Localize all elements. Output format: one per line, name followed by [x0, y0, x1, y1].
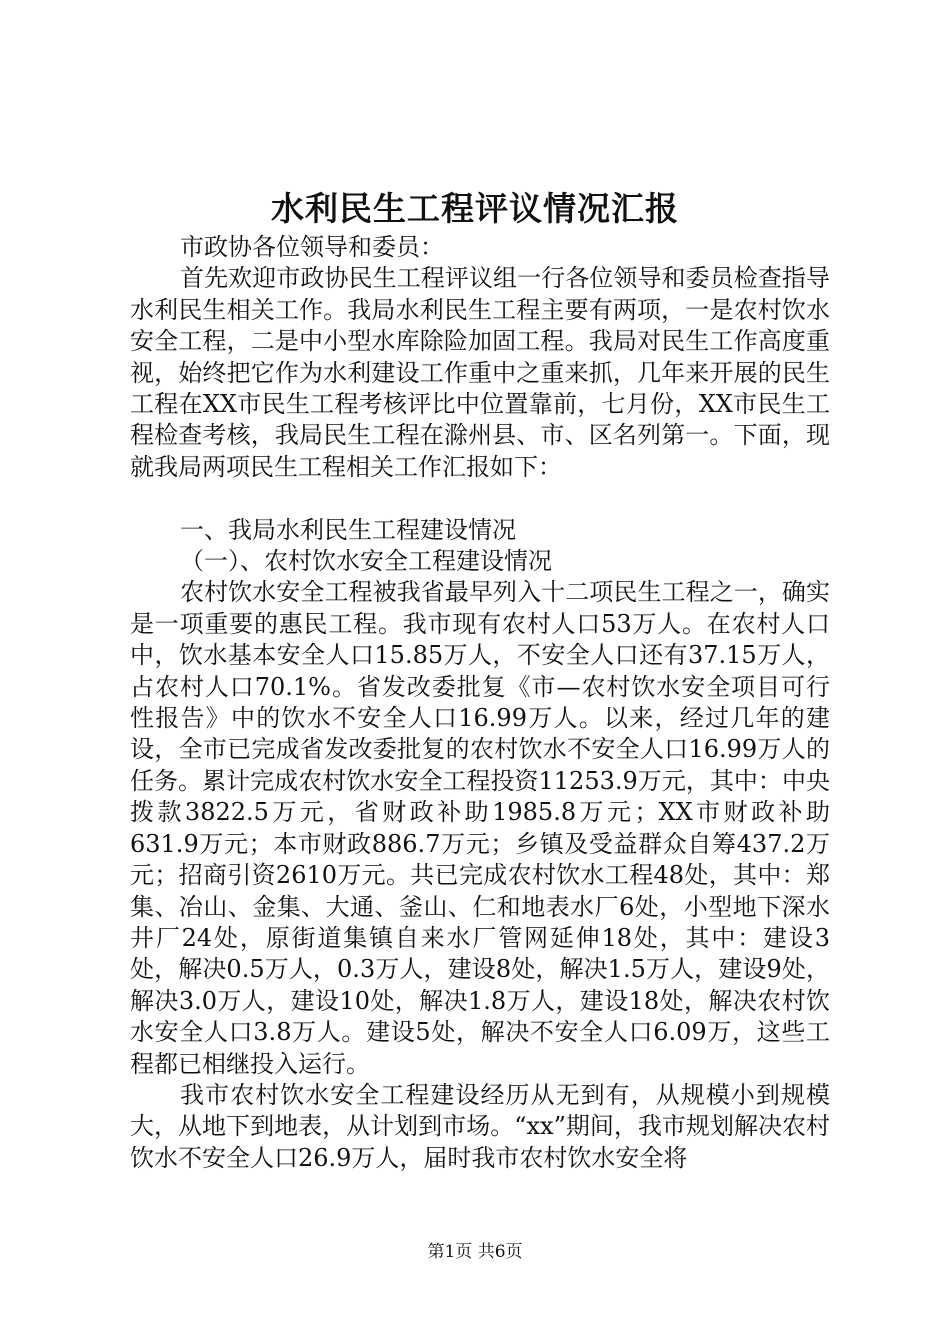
document-title: 水利民生工程评议情况汇报: [271, 189, 679, 228]
subsection-heading: （一）、农村饮水安全工程建设情况: [180, 547, 552, 576]
intro-paragraph: 首先欢迎市政协民生工程评议组一行各位领导和委员检查指导水利民生相关工作。我局水利民生工程主要有两项，一是农村饮水安全工程，二是中小型水库除险加固工程。我局对民生工作高度重视，始终把它作为水利建设工作重中之重来抓，几年来开展的民生工程在XX市民生工程考核评比中位置靠前，七月份，XX市民生工程检查考核，我局民生工程在滁州县、市、区名列第一。下面，现就我局两项民生工程相关工作汇报如下：: [130, 264, 830, 481]
water-safety-paragraph: 农村饮水安全工程被我省最早列入十二项民生工程之一，确实是一项重要的惠民工程。我市现有农村人口53万人。在农村人口中，饮水基本安全人口15.85万人，不安全人口还有37.15万人，占农村人口70.1%。省发改委批复《市—农村饮水安全项目可行性报告》中的饮水不安全人口16.99万人。以来，经过几年的建设，全市已完成省发改委批复的农村饮水不安全人口16.99万人的任务。累计完成农村饮水安全工程投资11253.9万元，其中：中央拨款3822.5万元，省财政补助1985.8万元；XX市财政补助631.9万元；本市财政886.7万元；乡镇及受益群众自筹437.2万元；招商引资2610万元。共已完成农村饮水工程48处，其中：郑集、冶山、金集、大通、釜山、仁和地表水厂6处，小型地下深水井厂24处，原街道集镇自来水厂管网延伸18处，其中：建设3处，解决0.5万人，0.3万人，建设8处，解决1.5万人，建设9处，解决3.0万人，建设10处，解决1.8万人，建设18处，解决农村饮水安全人口3.8万人。建设5处，解决不安全人口6.09万，这些工程都已相继投入运行。: [130, 578, 830, 1078]
document-body: [130, 232, 830, 1174]
paragraph-spacer: [130, 483, 830, 514]
page-footer: 第1页 共6页: [427, 1242, 523, 1262]
salutation: 市政协各位领导和委员：: [180, 233, 444, 261]
development-paragraph: 我市农村饮水安全工程建设经历从无到有，从规模小到规模大，从地下到地表，从计划到市场。“xx”期间，我市规划解决农村饮水不安全人口26.9万人，届时我市农村饮水安全将: [130, 1080, 830, 1172]
section-heading: 一、我局水利民生工程建设情况: [180, 515, 516, 544]
